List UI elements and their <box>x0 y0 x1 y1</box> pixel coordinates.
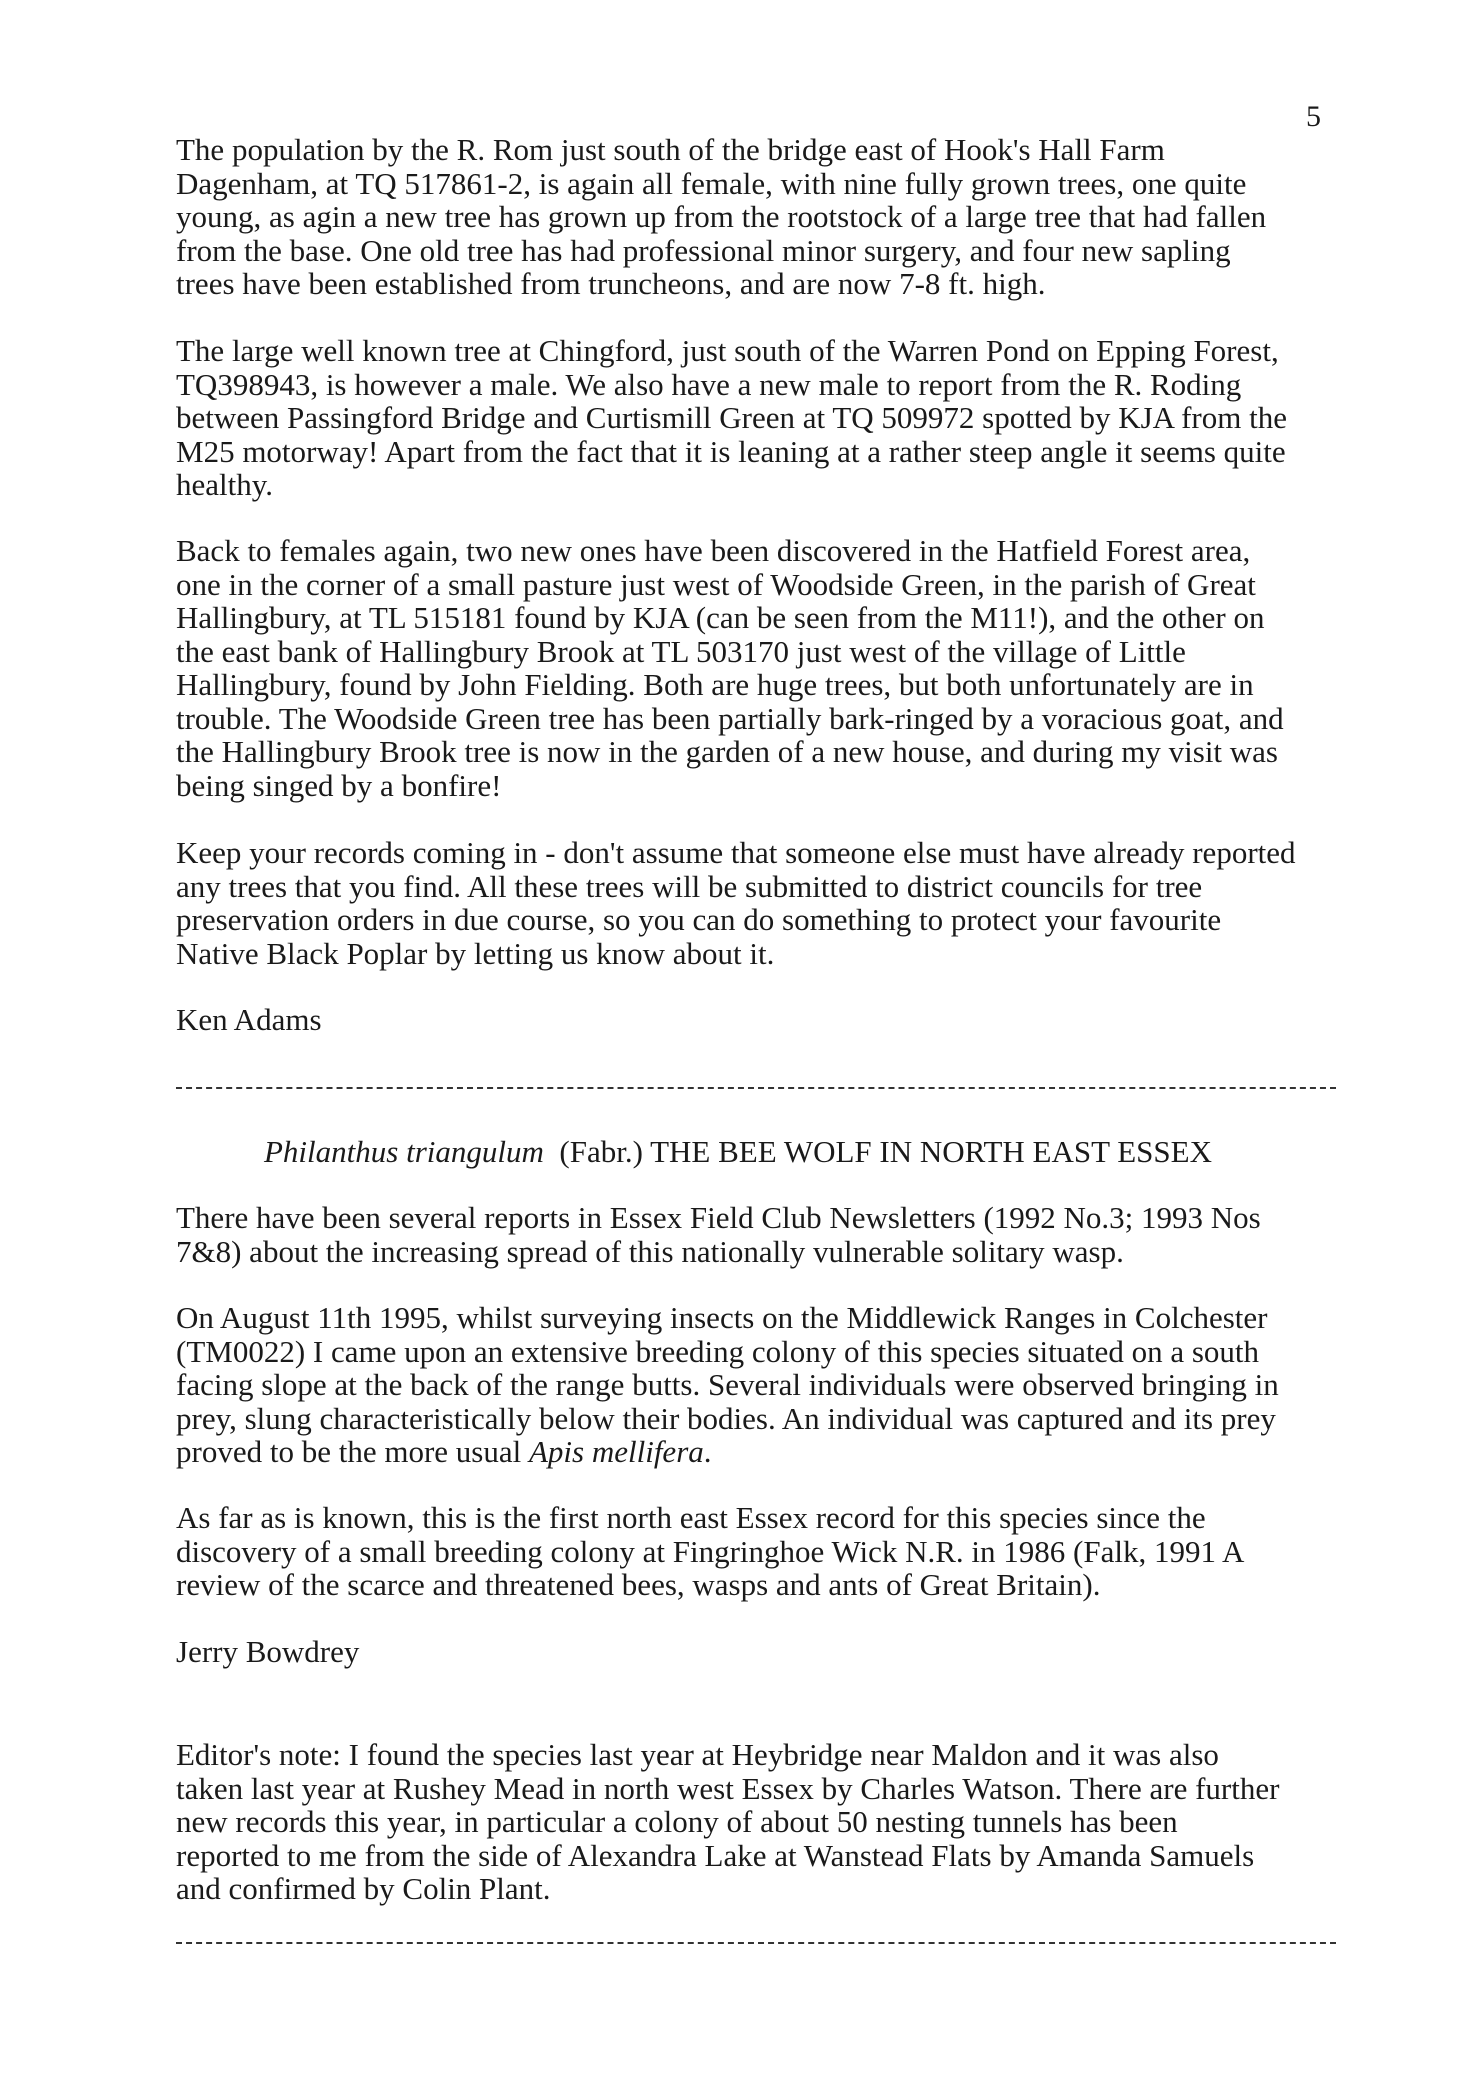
author-name: Jerry Bowdrey <box>176 1634 360 1669</box>
page-number: 5 <box>1306 100 1321 133</box>
paragraph-editors-note <box>176 1738 1356 1906</box>
text-line: M25 motorway! Apart from the fact that it is leaning at a rather steep angle it seems quite <box>176 433 1286 469</box>
text-line: trouble. The Woodside Green tree has been partially bark-ringed by a voracious goat, and <box>176 700 1284 736</box>
text-fragment: . <box>703 1434 712 1469</box>
text-line: The population by the R. Rom just south of the bridge east of Hook's Hall Farm <box>176 132 1165 167</box>
text-line: Native Black Poplar by letting us know about it. <box>176 935 775 971</box>
text-line: On August 11th 1995, whilst surveying insects on the Middlewick Ranges in Colchester <box>176 1300 1268 1335</box>
paragraph-previous-reports <box>176 1201 1356 1268</box>
paragraph-hatfield-females <box>176 534 1356 802</box>
text-line: As far as is known, this is the first north east Essex record for this species since the <box>176 1500 1206 1535</box>
text-line: Editor's note: I found the species last year at Heybridge near Maldon and it was also <box>176 1737 1219 1772</box>
section-divider <box>176 1942 1336 1944</box>
paragraph-black-poplar-rom <box>176 133 1356 301</box>
text-line: prey, slung characteristically below their bodies. An individual was captured and its prey <box>176 1400 1276 1436</box>
text-line: TQ398943, is however a male. We also have a new male to report from the R. Roding <box>176 366 1242 402</box>
heading-title: (Fabr.) THE BEE WOLF IN NORTH EAST ESSEX <box>559 1134 1212 1169</box>
text-line: from the base. One old tree has had professional minor surgery, and four new sapling <box>176 232 1231 268</box>
paragraph-chingford-male <box>176 334 1356 502</box>
text-line: and confirmed by Colin Plant. <box>176 1871 551 1906</box>
article-heading <box>264 1135 1212 1169</box>
author-name: Ken Adams <box>176 1002 322 1037</box>
text-line: 7&8) about the increasing spread of this nationally vulnerable solitary wasp. <box>176 1233 1124 1269</box>
text-line: The large well known tree at Chingford, just south of the Warren Pond on Epping Forest, <box>176 333 1279 368</box>
paragraph-first-record <box>176 1501 1356 1602</box>
paragraph-middlewick-colony <box>176 1301 1356 1469</box>
author-signature <box>176 1635 1356 1669</box>
text-line: facing slope at the back of the range butts. Several individuals were observed bringing in <box>176 1367 1279 1402</box>
text-line: between Passingford Bridge and Curtismill Green at TQ 509972 spotted by KJA from the <box>176 400 1287 435</box>
text-line: review of the scarce and threatened bees, wasps and ants of Great Britain). <box>176 1567 1101 1602</box>
text-line: one in the corner of a small pasture just west of Woodside Green, in the parish of Great <box>176 566 1256 602</box>
text-line: the Hallingbury Brook tree is now in the garden of a new house, and during my visit was <box>176 734 1278 769</box>
text-line: young, as agin a new tree has grown up from the rootstock of a large tree that had fallen <box>176 199 1267 234</box>
text-line: healthy. <box>176 467 273 502</box>
text-line: the east bank of Hallingbury Brook at TL 503170 just west of the village of Little <box>176 633 1186 669</box>
text-line <box>176 1435 1356 1469</box>
text-line: discovery of a small breeding colony at Fingringhoe Wick N.R. in 1986 (Falk, 1991 A <box>176 1533 1245 1569</box>
text-line: preservation orders in due course, so you can do something to protect your favourite <box>176 902 1222 937</box>
text-line: taken last year at Rushey Mead in north west Essex by Charles Watson. There are further <box>176 1770 1280 1806</box>
text-line: any trees that you find. All these trees will be submitted to district councils for tree <box>176 868 1203 904</box>
text-fragment: proved to be the more usual <box>176 1434 529 1469</box>
text-line: being singed by a bonfire! <box>176 767 502 803</box>
text-line: Hallingbury, found by John Fielding. Both are huge trees, but both unfortunately are in <box>176 667 1254 702</box>
heading-species-name: Philanthus triangulum <box>264 1134 544 1169</box>
text-line: new records this year, in particular a colony of about 50 nesting tunnels has been <box>176 1804 1178 1839</box>
text-line: Dagenham, at TQ 517861-2, is again all female, with nine fully grown trees, one quite <box>176 165 1247 201</box>
text-line: Hallingbury, at TL 515181 found by KJA (can be seen from the M11!), and the other on <box>176 600 1265 635</box>
paragraph-keep-records <box>176 836 1356 970</box>
text-line: Keep your records coming in - don't assume that someone else must have already reported <box>176 835 1296 870</box>
text-line: (TM0022) I came upon an extensive breeding colony of this species situated on a south <box>176 1333 1260 1369</box>
text-line: There have been several reports in Essex Field Club Newsletters (1992 No.3; 1993 Nos <box>176 1200 1261 1235</box>
text-line: reported to me from the side of Alexandra Lake at Wanstead Flats by Amanda Samuels <box>176 1837 1255 1873</box>
author-signature <box>176 1003 1356 1037</box>
text-line: trees have been established from truncheons, and are now 7-8 ft. high. <box>176 266 1046 301</box>
section-divider <box>176 1087 1336 1089</box>
species-name: Apis mellifera <box>528 1434 704 1469</box>
text-line: Back to females again, two new ones have been discovered in the Hatfield Forest area, <box>176 533 1251 568</box>
